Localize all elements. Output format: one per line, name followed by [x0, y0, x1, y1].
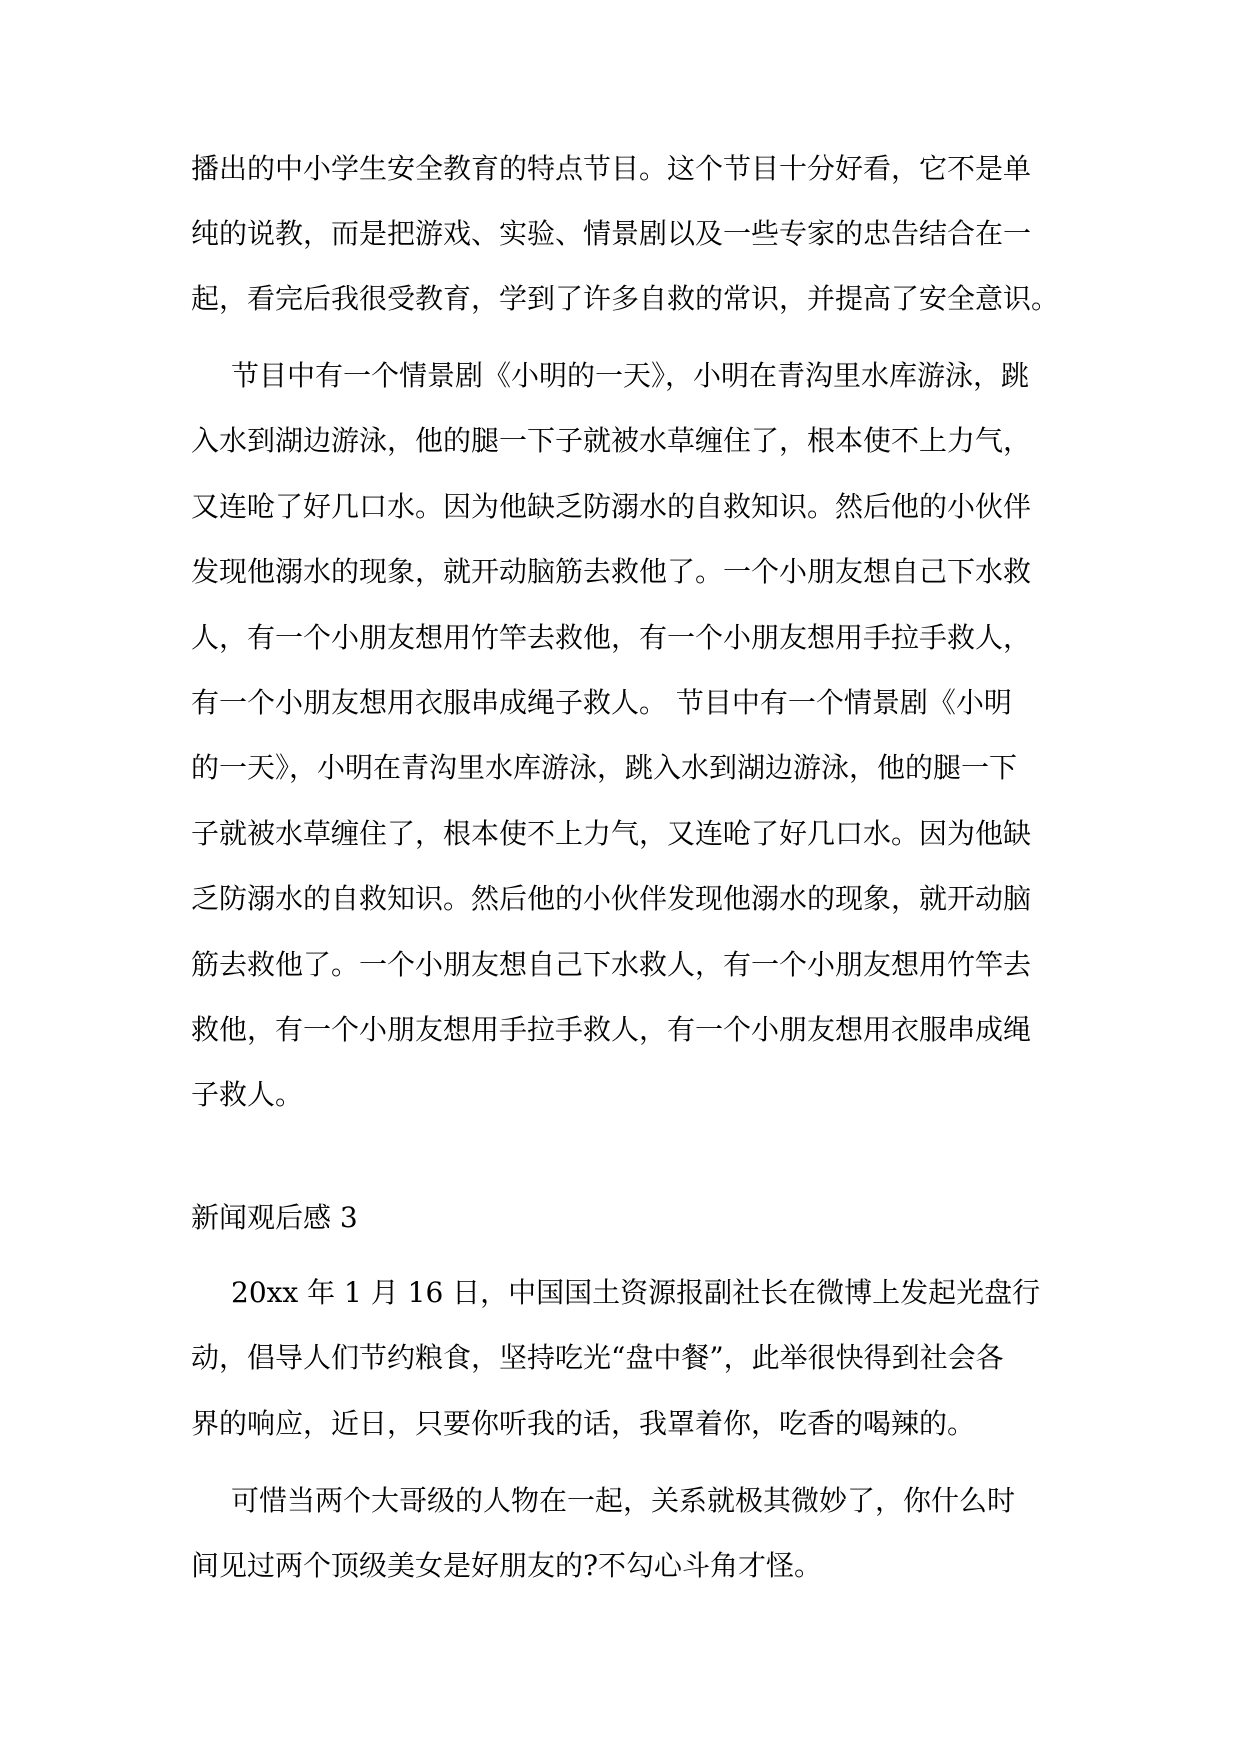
paragraph-line: 子救人。 — [191, 1078, 304, 1111]
paragraph-line: 乏防溺水的自救知识。然后他的小伙伴发现他溺水的现象，就开动脑 — [191, 882, 1032, 915]
paragraph-line: 起，看完后我很受教育，学到了许多自救的常识，并提高了安全意识。 — [191, 282, 1060, 315]
paragraph-line: 播出的中小学生安全教育的特点节目。这个节目十分好看，它不是单 — [191, 152, 1032, 185]
paragraph-line: 纯的说教，而是把游戏、实验、情景剧以及一些专家的忠告结合在一 — [191, 217, 1032, 250]
section-heading: 新闻观后感 3 — [191, 1201, 358, 1234]
paragraph-line: 动，倡导人们节约粮食，坚持吃光“盘中餐”，此举很快得到社会各 — [191, 1341, 1004, 1374]
paragraph-line: 又连呛了好几口水。因为他缺乏防溺水的自救知识。然后他的小伙伴 — [191, 490, 1032, 523]
paragraph-line: 发现他溺水的现象，就开动脑筋去救他了。一个小朋友想自己下水救 — [191, 555, 1032, 588]
paragraph-line: 救他，有一个小朋友想用手拉手救人，有一个小朋友想用衣服串成绳 — [191, 1013, 1032, 1046]
paragraph-line: 筋去救他了。一个小朋友想自己下水救人，有一个小朋友想用竹竿去 — [191, 948, 1032, 981]
paragraph-line: 入水到湖边游泳，他的腿一下子就被水草缠住了，根本使不上力气， — [191, 424, 1032, 457]
paragraph-line: 20xx 年 1 月 16 日，中国国土资源报副社长在微博上发起光盘行 — [231, 1276, 1041, 1309]
paragraph-line: 界的响应，近日，只要你听我的话，我罩着你，吃香的喝辣的。 — [191, 1407, 976, 1440]
paragraph-line: 人，有一个小朋友想用竹竿去救他，有一个小朋友想用手拉手救人， — [191, 621, 1032, 654]
paragraph-line: 子就被水草缠住了，根本使不上力气，又连呛了好几口水。因为他缺 — [191, 817, 1032, 850]
paragraph-line: 可惜当两个大哥级的人物在一起，关系就极其微妙了，你什么时 — [231, 1484, 1016, 1517]
paragraph-line: 有一个小朋友想用衣服串成绳子救人。 节目中有一个情景剧《小明 — [191, 686, 1012, 719]
paragraph-line: 间见过两个顶级美女是好朋友的?不勾心斗角才怪。 — [191, 1549, 823, 1582]
paragraph-line: 节目中有一个情景剧《小明的一天》，小明在青沟里水库游泳，跳 — [231, 359, 1030, 392]
paragraph-line: 的一天》，小明在青沟里水库游泳，跳入水到湖边游泳，他的腿一下 — [191, 751, 1018, 784]
